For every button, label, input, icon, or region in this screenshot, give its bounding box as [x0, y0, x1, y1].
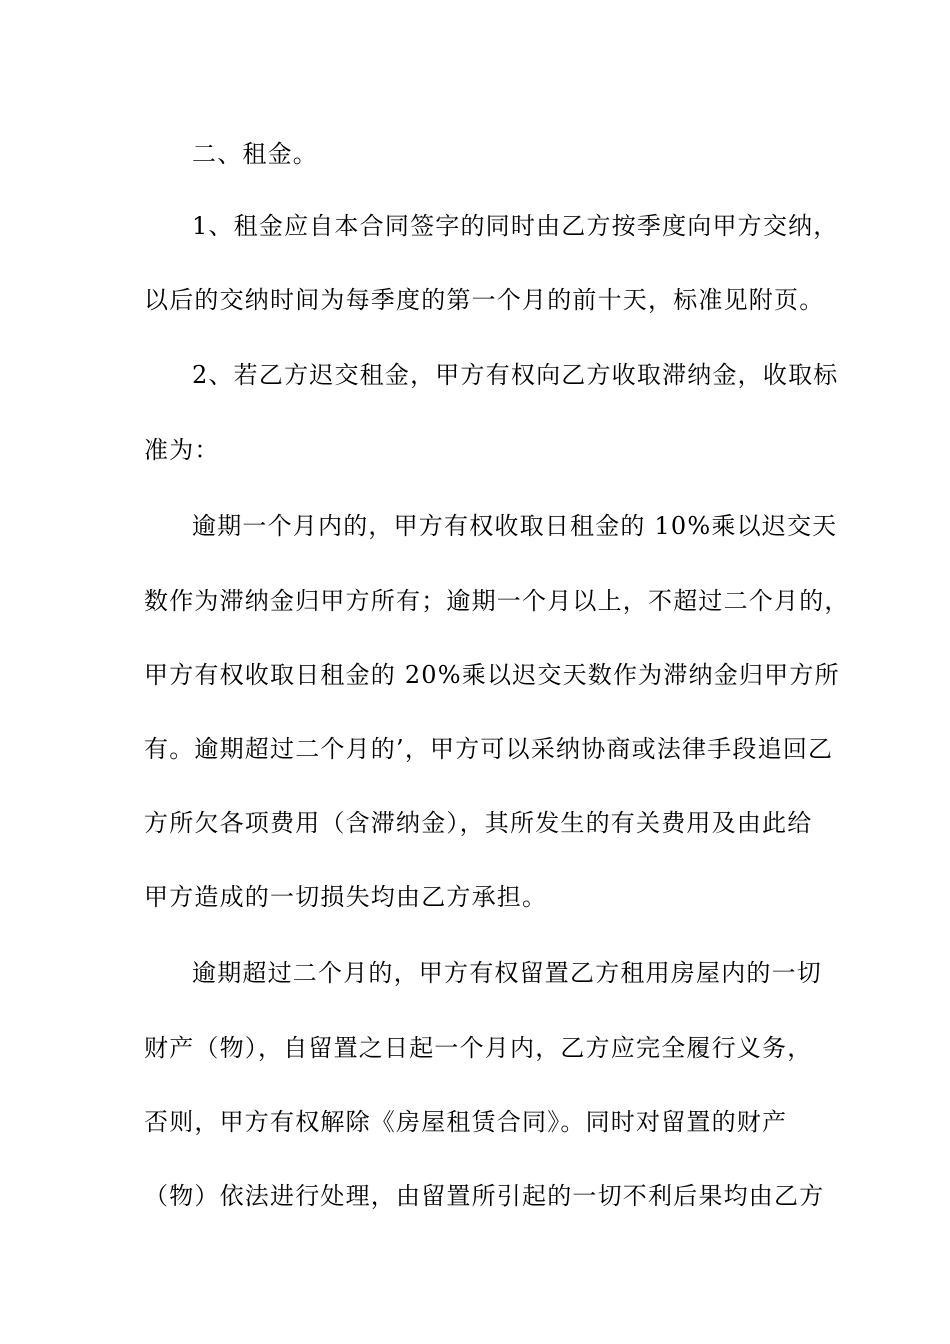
paragraph-line: 1、租金应自本合同签字的同时由乙方按季度向甲方交纳，	[192, 212, 839, 240]
paragraph-line: 有。逾期超过二个月的’，甲方可以采纳协商或法律手段追回乙	[144, 735, 834, 763]
paragraph-line: 甲方有权收取日租金的 20%乘以迟交天数作为滞纳金归甲方所	[144, 661, 840, 689]
paragraph-line: 甲方造成的一切损失均由乙方承担。	[144, 883, 548, 911]
paragraph-line: 数作为滞纳金归甲方所有；逾期一个月以上，不超过二个月的，	[144, 587, 850, 615]
paragraph-line: 准为：	[144, 436, 220, 464]
paragraph-line: 方所欠各项费用（含滞纳金），其所发生的有关费用及由此给	[144, 809, 813, 837]
paragraph-line: 以后的交纳时间为每季度的第一个月的前十天，标准见附页。	[144, 286, 825, 314]
section-heading-rent: 二、租金。	[192, 140, 318, 168]
paragraph-line: 逾期一个月内的，甲方有权收取日租金的 10%乘以迟交天	[192, 512, 838, 540]
paragraph-line: 2、若乙方迟交租金，甲方有权向乙方收取滞纳金，收取标	[192, 361, 839, 389]
paragraph-line: （物）依法进行处理，由留置所引起的一切不利后果均由乙方	[144, 1182, 825, 1210]
paragraph-line: 财产（物），自留置之日起一个月内，乙方应完全履行义务，	[144, 1034, 813, 1062]
paragraph-line: 逾期超过二个月的，甲方有权留置乙方租用房屋内的一切	[192, 959, 822, 987]
paragraph-line: 否则，甲方有权解除《房屋租赁合同》。同时对留置的财产	[144, 1108, 788, 1136]
